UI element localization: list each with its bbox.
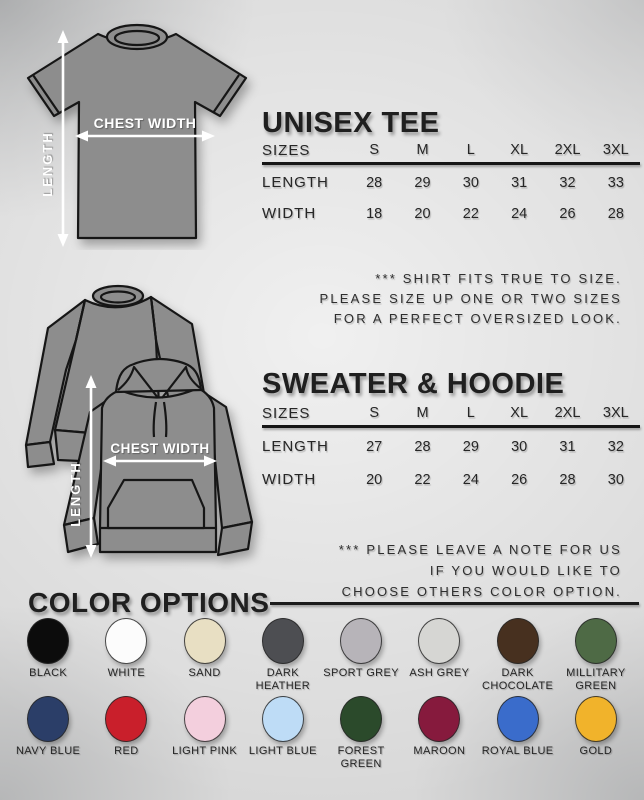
- color-dot: [418, 696, 460, 742]
- color-swatch-maroon: [400, 688, 478, 766]
- hoodie-length-arrow-head-bottom: [86, 545, 97, 558]
- color-dot: [27, 696, 69, 742]
- color-dot: [262, 618, 304, 664]
- color-dot: [105, 696, 147, 742]
- unisex-tee-size-table: [262, 139, 640, 229]
- cell: 30: [511, 438, 528, 455]
- color-swatch-grid: [9, 610, 635, 770]
- color-label: SAND: [188, 667, 221, 679]
- size-col: XL: [510, 405, 529, 421]
- cell: 33: [607, 174, 624, 191]
- note-line: PLEASE SIZE UP ONE OR TWO SIZES: [319, 291, 622, 306]
- color-label: BLACK: [29, 667, 68, 679]
- row-label: LENGTH: [262, 174, 329, 191]
- note-line: *** PLEASE LEAVE A NOTE FOR US: [338, 542, 622, 557]
- chest-arrow-head-right: [202, 131, 215, 142]
- sweater-hoodie-header-row: [262, 402, 640, 424]
- color-label: MAROON: [413, 745, 466, 757]
- color-dot: [105, 618, 147, 664]
- color-dot: [340, 618, 382, 664]
- color-swatch-dark-heather: [244, 610, 322, 692]
- color-label: LIGHT PINK: [172, 745, 238, 757]
- tee-chest-width-label: CHEST WIDTH: [93, 115, 197, 131]
- color-label: FOREST GREEN: [337, 745, 385, 770]
- cell: 27: [366, 438, 383, 455]
- row-label: WIDTH: [262, 471, 317, 488]
- color-dot: [340, 696, 382, 742]
- sweater-collar-inner: [101, 292, 135, 303]
- cell: 26: [511, 471, 528, 488]
- cell: 30: [607, 471, 624, 488]
- cell: 24: [462, 471, 479, 488]
- color-label: DARK HEATHER: [255, 667, 311, 692]
- cell: 20: [366, 471, 383, 488]
- color-label: RED: [114, 745, 139, 757]
- color-dot: [262, 696, 304, 742]
- note-line: FOR A PERFECT OVERSIZED LOOK.: [333, 311, 622, 326]
- color-dot: [497, 618, 539, 664]
- tee-collar-inner: [115, 31, 159, 45]
- color-swatch-light-blue: [244, 688, 322, 766]
- cell: 28: [559, 471, 576, 488]
- sweater-hoodie-width-row: [262, 463, 640, 496]
- cell: 18: [366, 205, 383, 222]
- sweater-hoodie-size-table: [262, 402, 640, 496]
- size-col: M: [416, 142, 429, 158]
- color-label: SPORT GREY: [323, 667, 399, 679]
- color-label: ASH GREY: [409, 667, 470, 679]
- hoodie-kangaroo-pocket: [108, 480, 204, 528]
- color-label: ROYAL BLUE: [481, 745, 554, 757]
- color-options-title: COLOR OPTIONS: [28, 587, 270, 618]
- size-col: XL: [510, 142, 529, 158]
- size-col: 2XL: [554, 142, 581, 158]
- hoodie-length-label: LENGTH: [68, 461, 83, 527]
- color-swatch-light-pink: [166, 688, 244, 766]
- color-options-divider: [270, 602, 639, 605]
- color-swatch-red: [87, 688, 165, 766]
- color-dot: [184, 618, 226, 664]
- cell: 22: [462, 205, 479, 222]
- tee-fit-note: [320, 269, 623, 329]
- note-line: *** SHIRT FITS TRUE TO SIZE.: [375, 271, 622, 286]
- cell: 29: [414, 174, 431, 191]
- sweater-hoodie-title: SWEATER & HOODIE: [262, 368, 565, 400]
- size-col: 2XL: [554, 405, 581, 421]
- length-arrow-head-top: [58, 30, 69, 43]
- sizes-header: SIZES: [262, 141, 311, 159]
- color-swatch-millitary-green: [557, 610, 635, 692]
- unisex-tee-width-row: [262, 198, 640, 229]
- color-dot: [575, 618, 617, 664]
- color-dot: [184, 696, 226, 742]
- size-col: S: [369, 142, 379, 158]
- cell: 22: [414, 471, 431, 488]
- color-swatch-royal-blue: [479, 688, 557, 766]
- size-col: L: [466, 142, 475, 158]
- size-col: 3XL: [602, 142, 629, 158]
- color-label: NAVY BLUE: [15, 745, 81, 757]
- note-line: CHOOSE OTHERS COLOR OPTION.: [341, 584, 622, 599]
- size-col: M: [416, 405, 429, 421]
- color-swatch-forest-green: [322, 688, 400, 770]
- cell: 28: [414, 438, 431, 455]
- color-option-note: [339, 539, 622, 602]
- table-rule: [262, 162, 640, 165]
- unisex-tee-title: UNISEX TEE: [262, 107, 440, 139]
- cell: 29: [462, 438, 479, 455]
- cell: 20: [414, 205, 431, 222]
- cell: 30: [462, 174, 479, 191]
- sizes-header: SIZES: [262, 404, 311, 422]
- color-swatch-sport-grey: [322, 610, 400, 688]
- color-dot: [575, 696, 617, 742]
- color-dot: [497, 696, 539, 742]
- table-rule: [262, 425, 640, 428]
- unisex-tee-length-row: [262, 167, 640, 198]
- cell: 26: [559, 205, 576, 222]
- hoodie-right-cuff: [218, 522, 252, 555]
- color-swatch-black: [9, 610, 87, 688]
- cell: 28: [607, 205, 624, 222]
- color-label: WHITE: [107, 667, 146, 679]
- color-dot: [27, 618, 69, 664]
- length-arrow-head-bottom: [58, 234, 69, 247]
- color-dot: [418, 618, 460, 664]
- sweater-hoodie-measurement-diagram: [10, 270, 268, 570]
- cell: 28: [366, 174, 383, 191]
- color-label: MILLITARY GREEN: [566, 667, 626, 692]
- row-label: WIDTH: [262, 205, 317, 222]
- size-col: 3XL: [602, 405, 629, 421]
- tee-length-label: LENGTH: [40, 131, 55, 197]
- cell: 31: [511, 174, 528, 191]
- color-swatch-dark-chocolate: [479, 610, 557, 692]
- row-label: LENGTH: [262, 438, 329, 455]
- tee-measurement-diagram: [8, 14, 264, 250]
- size-col: L: [466, 405, 475, 421]
- sweater-left-cuff: [26, 442, 54, 467]
- color-label: DARK CHOCOLATE: [482, 667, 554, 692]
- color-swatch-white: [87, 610, 165, 688]
- color-label: LIGHT BLUE: [248, 745, 317, 757]
- size-col: S: [369, 405, 379, 421]
- cell: 24: [511, 205, 528, 222]
- unisex-tee-header-row: [262, 139, 640, 161]
- color-swatch-sand: [166, 610, 244, 688]
- cell: 31: [559, 438, 576, 455]
- cell: 32: [559, 174, 576, 191]
- color-swatch-ash-grey: [400, 610, 478, 688]
- hoodie-chest-width-label: CHEST WIDTH: [110, 441, 210, 456]
- cell: 32: [607, 438, 624, 455]
- color-swatch-gold: [557, 688, 635, 766]
- sweater-hoodie-length-row: [262, 430, 640, 463]
- color-label: GOLD: [579, 745, 613, 757]
- color-swatch-navy-blue: [9, 688, 87, 766]
- note-line: IF YOU WOULD LIKE TO: [429, 563, 622, 578]
